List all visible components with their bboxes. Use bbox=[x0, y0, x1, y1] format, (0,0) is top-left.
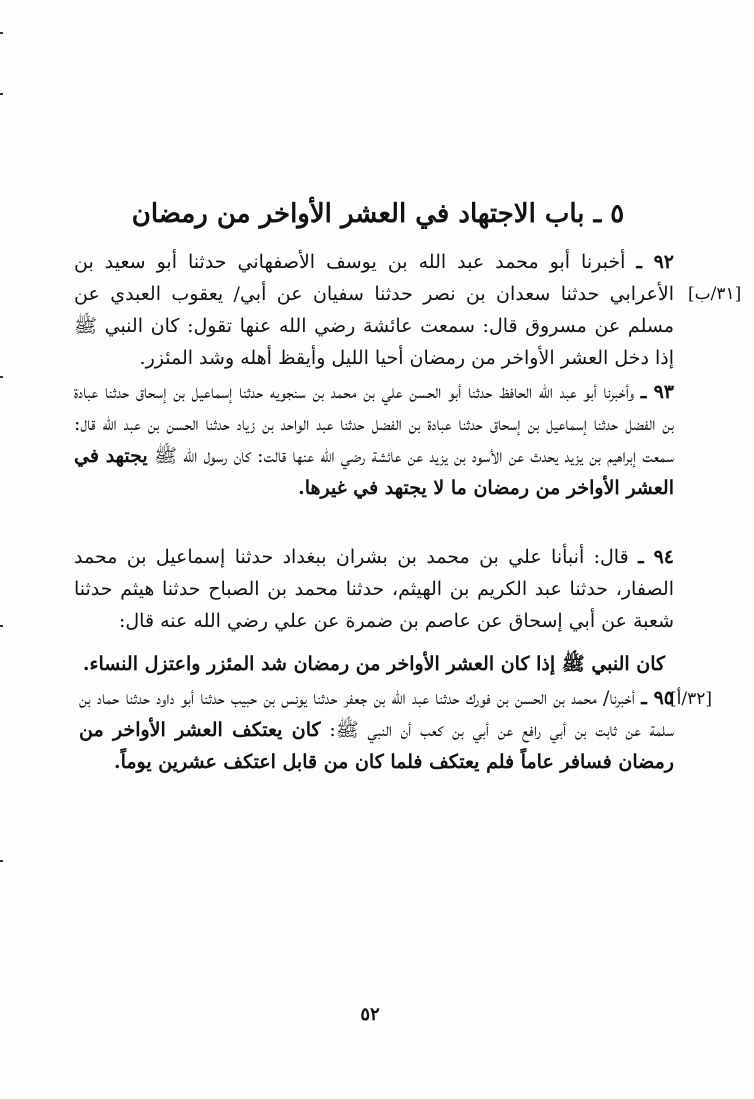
hadith-paragraph-92 bbox=[74, 246, 674, 374]
hadith-number: ٩٣ ـ bbox=[640, 381, 674, 403]
scan-edge-mark bbox=[0, 625, 3, 627]
scan-edge-mark bbox=[0, 32, 3, 34]
hadith-quote-94: كان النبي ﷺ إذا كان العشر الأواخر من رمضان شد المئزر واعتزل النساء. bbox=[82, 653, 666, 675]
hadith-paragraph-94 bbox=[74, 541, 674, 637]
hadith-paragraph-95 bbox=[79, 682, 674, 778]
scan-edge-mark bbox=[0, 860, 3, 862]
hadith-text: قال: أنبأنا علي بن محمد بن بشران ببغداد حدثنا إسماعيل بن محمد الصفار، حدثنا عبد الكريم بن الهيثم، حدثنا محمد بن الصباح حدثنا هيثم حدثنا شعبة عن أبي إسحاق عن عاصم بن ضمرة عن علي رضي الله عنه قال: bbox=[74, 546, 674, 632]
margin-folio-note: [٣١/ب] bbox=[688, 284, 742, 304]
hadith-paragraph-93 bbox=[74, 376, 674, 504]
hadith-number: ٩٢ ـ bbox=[636, 251, 674, 273]
margin-folio-note: [٣٢/أ] bbox=[670, 689, 712, 709]
scan-edge-mark bbox=[0, 93, 3, 95]
hadith-text-emphasis: يجتهد في العشر الأواخر من رمضان ما لا يجتهد في غيرها. bbox=[74, 445, 674, 499]
hadith-text: أخبرنا/ محمد بن الحسن بن فورك حدثنا عبد الله بن جعفر حدثنا يونس بن حبيب حدثنا أبو داود حدثنا حماد بن سلمة عن ثابت بن أبي رافع عن أبي بن كعب أن النبي ﷺ: bbox=[79, 687, 674, 741]
hadith-text: وأخبرنا أبو عبد الله الحافظ حدثنا أبو الحسن علي بن محمد بن سنجويه حدثنا إسماعيل بن إسحاق حدثنا عبادة بن الفضل حدثنا إسماعيل بن إسحاق حدثنا عبادة بن الفضل حدثنا عبد الواحد بن زياد حدثنا الحسن بن عبد الله قال: سمعت إبراهيم بن يزيد يحدث عن الأسود بن يزيد عن عائشة رضي الله عنها قالت: كان رسول الله ﷺ bbox=[74, 381, 674, 467]
hadith-text: أخبرنا أبو محمد عبد الله بن يوسف الأصفهاني حدثنا أبو سعيد بن الأعرابي حدثنا سعدان بن نصر حدثنا سفيان عن أبي/ يعقوب العبدي عن مسلم عن مسروق قال: سمعت عائشة رضي الله عنها تقول: كان النبي ﷺ إذا دخل العشر الأواخر من رمضان أحيا الليل وأيقظ أهله وشد المئزر. bbox=[74, 251, 674, 369]
hadith-number: ٩٤ ـ bbox=[638, 546, 674, 568]
hadith-number: ٩٥ ـ bbox=[641, 687, 674, 709]
chapter-title: ٥ ـ باب الاجتهاد في العشر الأواخر من رمضان bbox=[131, 199, 625, 229]
hadith-text-emphasis: كان يعتكف العشر الأواخر من رمضان فسافر عاماً فلم يعتكف فلما كان من قابل اعتكف عشرين يوماً. bbox=[79, 719, 674, 773]
page-number: ٥٢ bbox=[360, 1004, 380, 1025]
scan-edge-mark bbox=[0, 376, 3, 378]
